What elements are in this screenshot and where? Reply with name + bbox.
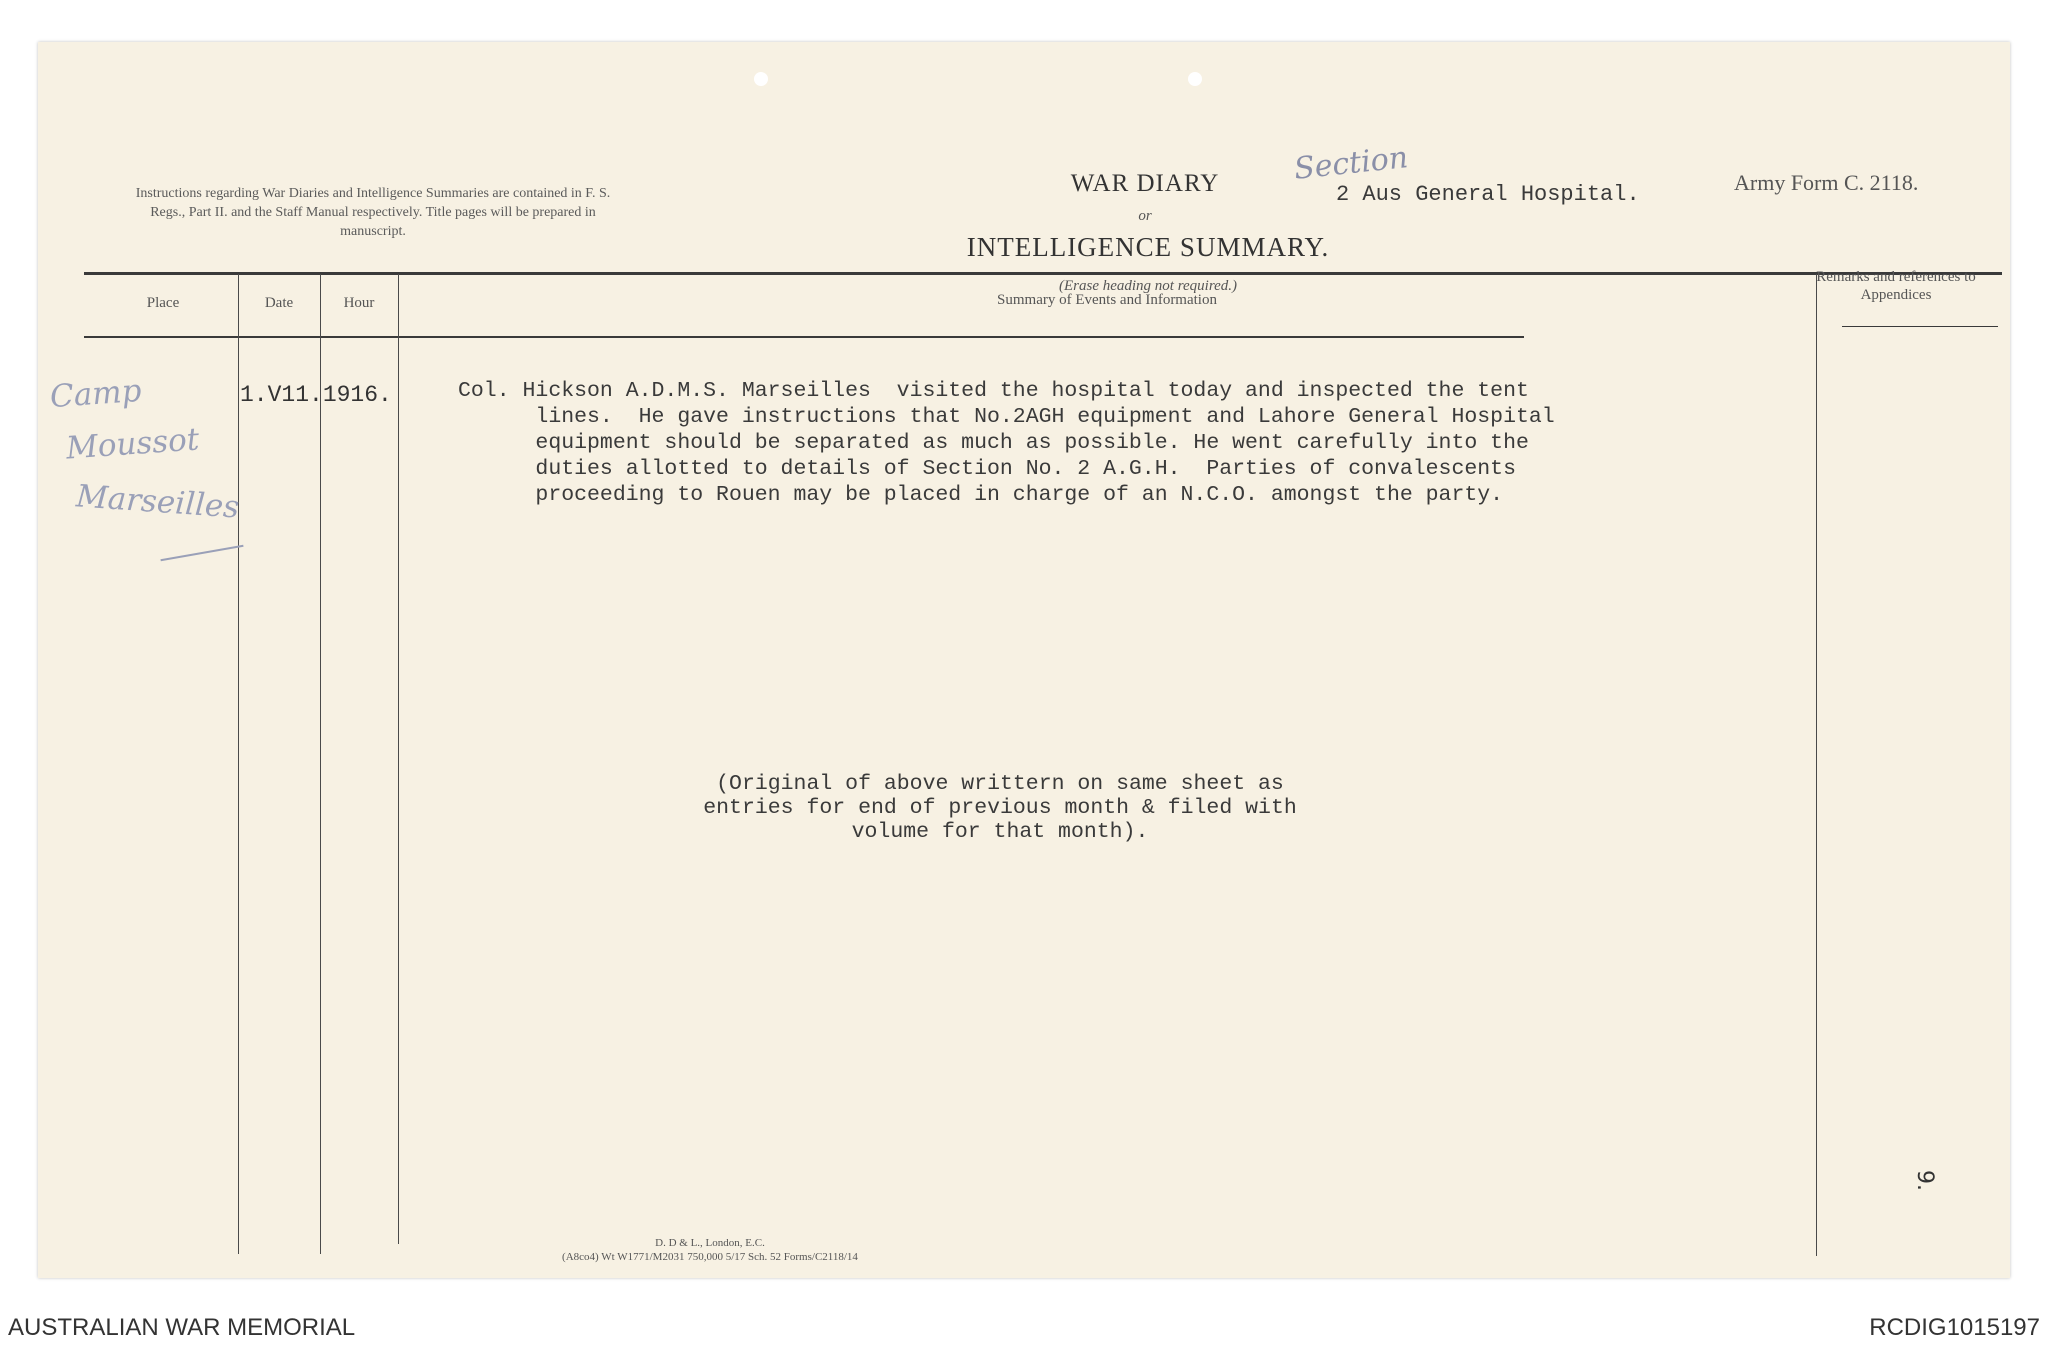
army-form-number: Army Form C. 2118. xyxy=(1734,170,1919,195)
title-or: or xyxy=(1138,208,1152,224)
remarks-rule-bottom xyxy=(1842,326,1998,327)
form-instructions: Instructions regarding War Diaries and Intelligence Summaries are contained in F. S. Regs., Part II. and the Staff Manual respectively. Title pages will be prepared in manuscript. xyxy=(135,186,611,239)
header-rule-bottom xyxy=(84,336,1524,338)
page-number: 9. xyxy=(1912,1170,1937,1191)
punch-hole xyxy=(754,72,768,86)
handwritten-stroke xyxy=(160,545,243,562)
column-divider xyxy=(320,274,321,1254)
entry-date: 1.V11.1916. xyxy=(240,382,392,408)
column-header-date: Date xyxy=(264,295,294,311)
handwritten-section: Section xyxy=(1292,140,1410,187)
header-rule-top xyxy=(84,272,2002,275)
punch-hole xyxy=(1188,72,1202,86)
column-header-place: Place xyxy=(146,295,180,311)
entry-summary: Col. Hickson A.D.M.S. Marseilles visited the hospital today and inspected the tent lines. He gave instructions that No.2AGH equipment and Lahore General Hospital equipment should be separated as much as possible. He went carefully into the duties allotted to details of Section No. 2 A.G.H. Parties of convalescents proceeding to Rouen may be placed in charge of an N.C.O. amongst the party. xyxy=(458,379,1555,507)
title-war-diary: WAR DIARY xyxy=(1070,170,1220,197)
printer-line-1: D. D & L., London, E.C. xyxy=(655,1237,765,1249)
column-header-hour: Hour xyxy=(343,295,375,311)
unit-name: 2 Aus General Hospital. xyxy=(1336,182,1640,207)
column-divider xyxy=(238,274,239,1254)
column-divider xyxy=(1816,274,1817,1256)
erase-heading-note: (Erase heading not required.) xyxy=(1058,278,1238,294)
handwritten-place: Moussot xyxy=(64,421,201,467)
column-divider xyxy=(398,274,399,1244)
printer-line-2: (A8co4) Wt W1771/M2031 750,000 5/17 Sch. 52 Forms/C2118/14 xyxy=(562,1251,858,1263)
entry-note: (Original of above writtern on same sheet as entries for end of previous month & filed with volume for that month). xyxy=(703,772,1297,844)
footer-record-id: RCDIG1015197 xyxy=(1869,1314,2040,1341)
war-diary-sheet xyxy=(38,42,2010,1278)
footer-institution: AUSTRALIAN WAR MEMORIAL xyxy=(8,1314,356,1341)
handwritten-place: Camp xyxy=(48,372,143,416)
title-intelligence-summary: INTELLIGENCE SUMMARY. xyxy=(966,232,1330,262)
column-header-remarks: Remarks and references to Appendices xyxy=(1816,269,1976,303)
printer-imprint xyxy=(490,1236,930,1264)
handwritten-place: Marseilles xyxy=(74,478,241,526)
column-header-summary: Summary of Events and Information xyxy=(997,292,1217,308)
